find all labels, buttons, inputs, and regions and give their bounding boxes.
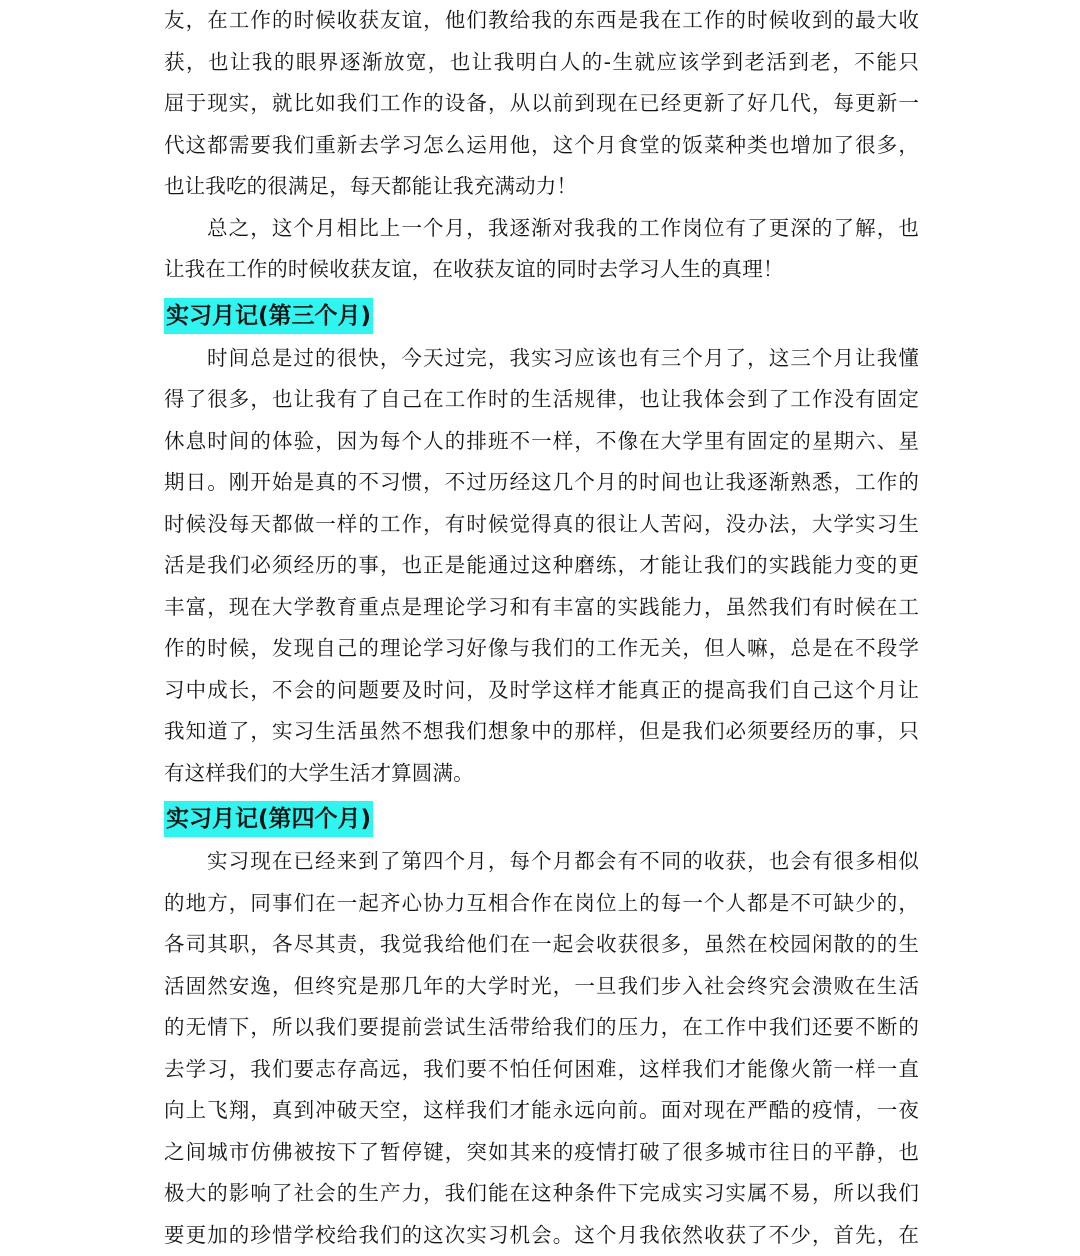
text-line: 得了很多，也让我有了自己在工作时的生活规律，也让我体会到了工作没有固定	[164, 379, 919, 421]
summary-paragraph	[164, 208, 919, 291]
text-line: 各司其职，各尽其责，我觉我给他们在一起会收获很多，虽然在校园闲散的的生	[164, 924, 919, 966]
text-line: 时候没每天都做一样的工作，有时候觉得真的很让人苦闷，没办法，大学实习生	[164, 504, 919, 546]
text-line: 实习现在已经来到了第四个月，每个月都会有不同的收获，也会有很多相似	[164, 841, 919, 883]
text-line: 让我在工作的时候收获友谊，在收获友谊的同时去学习人生的真理！	[164, 249, 919, 291]
intro-paragraph	[164, 0, 919, 208]
text-line: 休息时间的体验，因为每个人的排班不一样，不像在大学里有固定的星期六、星	[164, 421, 919, 463]
text-line: 习中成长，不会的问题要及时问，及时学这样才能真正的提高我们自己这个月让	[164, 670, 919, 712]
text-line: 屈于现实，就比如我们工作的设备，从以前到现在已经更新了好几代，每更新一	[164, 83, 919, 125]
text-line: 获，也让我的眼界逐渐放宽，也让我明白人的-生就应该学到老活到老，不能只	[164, 42, 919, 84]
text-line: 活固然安逸，但终究是那几年的大学时光，一旦我们步入社会终究会溃败在生活	[164, 966, 919, 1008]
month-4-paragraph	[164, 841, 919, 1256]
month-3-paragraph	[164, 338, 919, 795]
text-line: 友，在工作的时候收获友谊，他们教给我的东西是我在工作的时候收到的最大收	[164, 0, 919, 42]
section-heading-row	[164, 294, 919, 338]
text-line: 总之，这个月相比上一个月，我逐渐对我我的工作岗位有了更深的了解，也	[164, 208, 919, 250]
text-line: 期日。刚开始是真的不习惯，不过历经这几个月的时间也让我逐渐熟悉，工作的	[164, 462, 919, 504]
section-heading-month-4: 实习月记(第四个月)	[164, 801, 373, 837]
text-line: 活是我们必须经历的事，也正是能通过这种磨练，才能让我们的实践能力变的更	[164, 545, 919, 587]
text-line: 也让我吃的很满足，每天都能让我充满动力！	[164, 166, 919, 208]
text-line: 向上飞翔，真到冲破天空，这样我们才能永远向前。面对现在严酷的疫情，一夜	[164, 1090, 919, 1132]
text-line: 极大的影响了社会的生产力，我们能在这种条件下完成实习实属不易，所以我们	[164, 1173, 919, 1215]
section-heading-month-3: 实习月记(第三个月)	[164, 298, 373, 334]
text-line: 去学习，我们要志存高远，我们要不怕任何困难，这样我们才能像火箭一样一直	[164, 1049, 919, 1091]
text-line: 代这都需要我们重新去学习怎么运用他，这个月食堂的饭菜种类也增加了很多，	[164, 125, 919, 167]
text-line: 我知道了，实习生活虽然不想我们想象中的那样，但是我们必须要经历的事，只	[164, 711, 919, 753]
section-heading-row	[164, 797, 919, 841]
text-line: 作的时候，发现自己的理论学习好像与我们的工作无关，但人嘛，总是在不段学	[164, 628, 919, 670]
text-line: 的无情下，所以我们要提前尝试生活带给我们的压力，在工作中我们还要不断的	[164, 1007, 919, 1049]
text-line: 丰富，现在大学教育重点是理论学习和有丰富的实践能力，虽然我们有时候在工	[164, 587, 919, 629]
text-line: 要更加的珍惜学校给我们的这次实习机会。这个月我依然收获了不少，首先，在	[164, 1215, 919, 1256]
text-line: 的地方，同事们在一起齐心协力互相合作在岗位上的每一个人都是不可缺少的，	[164, 883, 919, 925]
document-page	[164, 0, 919, 1256]
text-line: 有这样我们的大学生活才算圆满。	[164, 753, 919, 795]
text-line: 时间总是过的很快，今天过完，我实习应该也有三个月了，这三个月让我懂	[164, 338, 919, 380]
text-line: 之间城市仿佛被按下了暂停键，突如其来的疫情打破了很多城市往日的平静，也	[164, 1132, 919, 1174]
